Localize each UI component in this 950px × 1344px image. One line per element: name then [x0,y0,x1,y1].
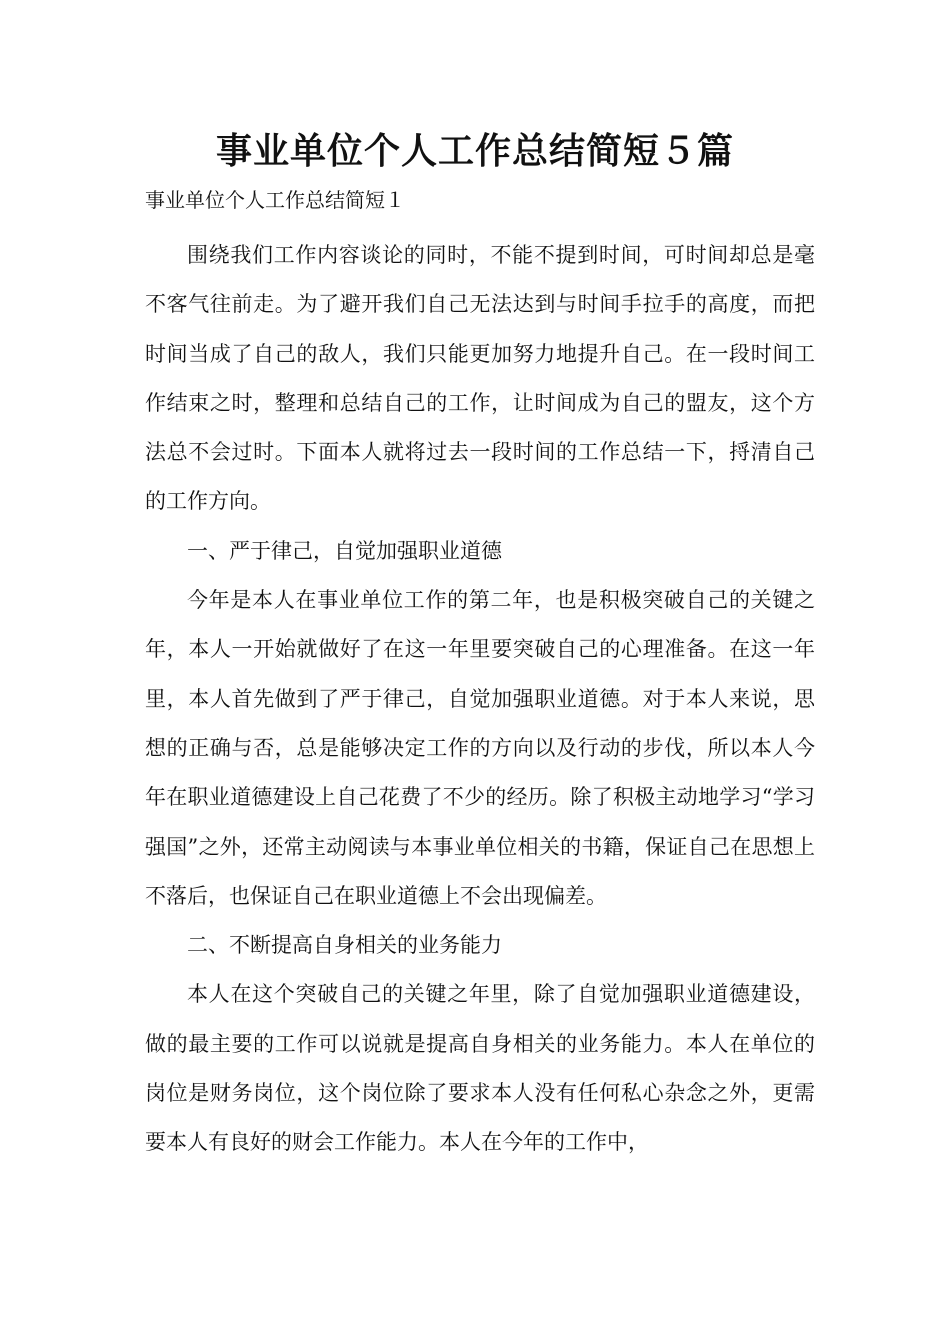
section-1-paragraph: 今年是本人在事业单位工作的第二年，也是积极突破自己的关键之年，本人一开始就做好了在这一年里要突破自己的心理准备。在这一年里，本人首先做到了严于律己，自觉加强职业道德。对于本人来说，思想的正确与否，总是能够决定工作的方向以及行动的步伐，所以本人今年在职业道德建设上自己花费了不少的经历。除了积极主动地学习“学习强国”之外，还常主动阅读与本事业单位相关的书籍，保证自己在思想上不落后，也保证自己在职业道德上不会出现偏差。 [145,588,815,908]
document-title: 事业单位个人工作总结简短５篇 [215,131,734,172]
section-2-paragraph: 本人在这个突破自己的关键之年里，除了自觉加强职业道德建设，做的最主要的工作可以说就是提高自身相关的业务能力。本人在单位的岗位是财务岗位，这个岗位除了要求本人没有任何私心杂念之外，更需要本人有良好的财会工作能力。本人在今年的工作中， [145,982,815,1155]
document-body [145,231,815,1168]
intro-paragraph: 围绕我们工作内容谈论的同时，不能不提到时间，可时间却总是毫不客气往前走。为了避开我们自己无法达到与时间手拉手的高度，而把时间当成了自己的敌人，我们只能更加努力地提升自己。在一段时间工作结束之时，整理和总结自己的工作，让时间成为自己的盟友，这个方法总不会过时。下面本人就将过去一段时间的工作总结一下，捋清自己的工作方向。 [145,243,815,514]
section-heading-1: 一、严于律己，自觉加强职业道德 [187,538,502,563]
document-subtitle: 事业单位个人工作总结简短１ [145,188,405,212]
section-heading-2: 二、不断提高自身相关的业务能力 [187,933,502,958]
